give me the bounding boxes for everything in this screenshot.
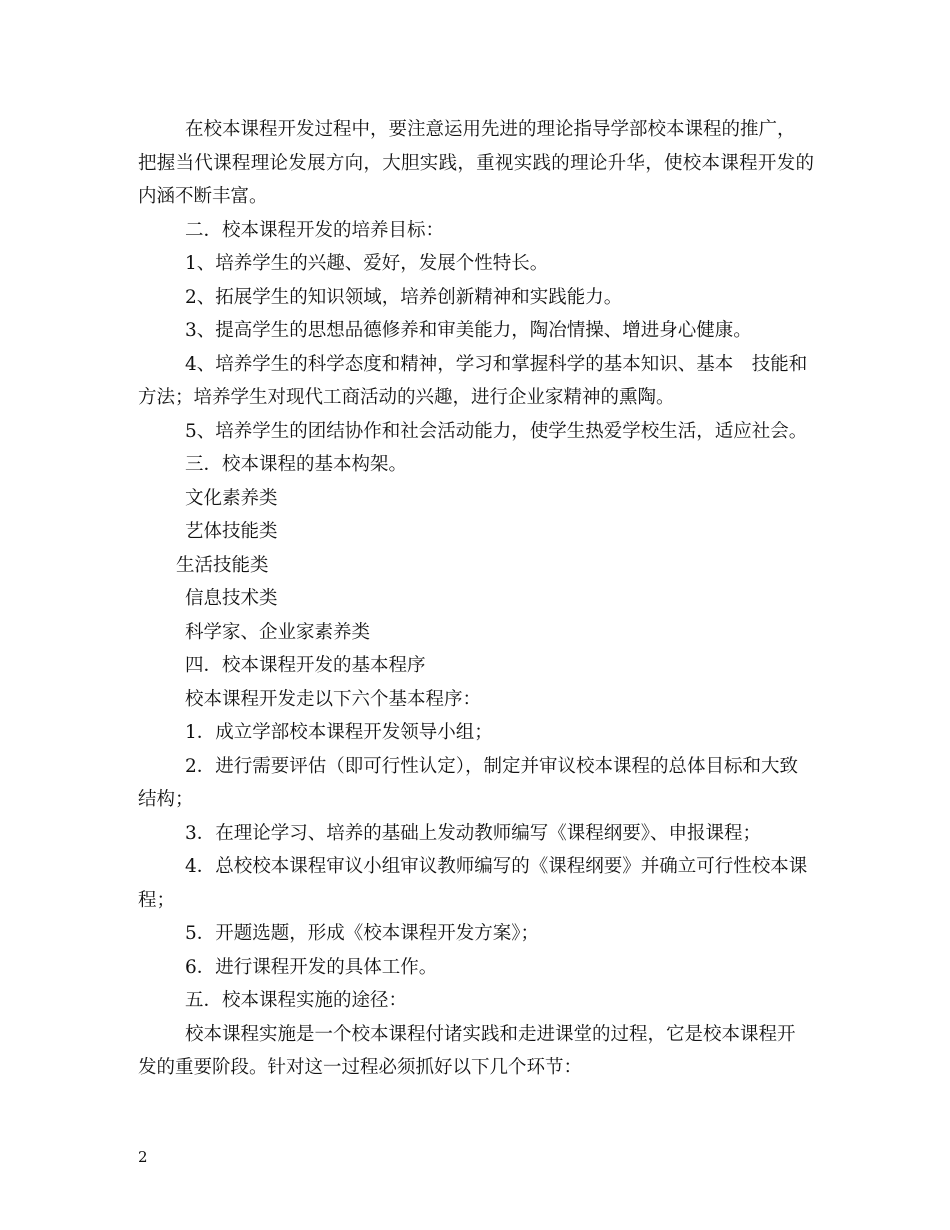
section-heading: 五．校本课程实施的途径： (185, 990, 408, 1011)
paragraph-line: 发的重要阶段。针对这一过程必须抓好以下几个环节： (138, 1057, 583, 1078)
list-item: 1．成立学部校本课程开发领导小组； (185, 722, 493, 743)
page-number: 2 (138, 1148, 148, 1166)
section-heading: 二．校本课程开发的培养目标： (185, 219, 445, 241)
section-heading: 三．校本课程的基本构架。 (185, 454, 408, 475)
list-item: 5．开题选题，形成《校本课程开发方案》； (185, 923, 540, 944)
section-heading: 四．校本课程开发的基本程序 (185, 655, 426, 676)
paragraph-line: 校本课程实施是一个校本课程付诸实践和走进课堂的过程，它是校本课程开 (185, 1023, 796, 1045)
category-item: 信息技术类 (185, 588, 278, 609)
list-item: 2、拓展学生的知识领域，培养创新精神和实践能力。 (185, 286, 623, 308)
category-item: 科学家、企业家素养类 (185, 621, 371, 643)
body-text (138, 113, 814, 1085)
list-item-continuation: 方法；培养学生对现代工商活动的兴趣，进行企业家精神的熏陶。 (138, 387, 675, 408)
list-item: 2．进行需要评估（即可行性认定），制定并审议校本课程的总体目标和大致 (185, 755, 799, 777)
list-item: 1、培养学生的兴趣、爱好，发展个性特长。 (185, 253, 549, 274)
list-item-continuation: 程； (138, 889, 176, 911)
list-item: 5、培养学生的团结协作和社会活动能力，使学生热爱学校生活，适应社会。 (185, 420, 808, 442)
list-item: 3、提高学生的思想品德修养和审美能力，陶冶情操、增进身心健康。 (185, 320, 752, 341)
list-item: 4、培养学生的科学态度和精神，学习和掌握科学的基本知识、基本 技能和 (185, 353, 808, 375)
list-item: 4．总校校本课程审议小组审议教师编写的《课程纲要》并确立可行性校本课 (185, 856, 808, 877)
paragraph-line: 把握当代课程理论发展方向，大胆实践，重视实践的理论升华，使校本课程开发的 (138, 152, 814, 174)
paragraph-line: 内涵不断丰富。 (138, 186, 268, 207)
list-item: 3．在理论学习、培养的基础上发动教师编写《课程纲要》、申报课程； (185, 822, 762, 844)
paragraph-line: 在校本课程开发过程中，要注意运用先进的理论指导学部校本课程的推广， (185, 119, 796, 140)
category-item: 文化素养类 (185, 487, 278, 509)
list-item-continuation: 结构； (138, 789, 194, 810)
category-item: 艺体技能类 (185, 521, 278, 542)
list-item: 6．进行课程开发的具体工作。 (185, 956, 438, 978)
category-item: 生活技能类 (176, 554, 269, 576)
paragraph-line: 校本课程开发走以下六个基本程序： (185, 688, 482, 710)
